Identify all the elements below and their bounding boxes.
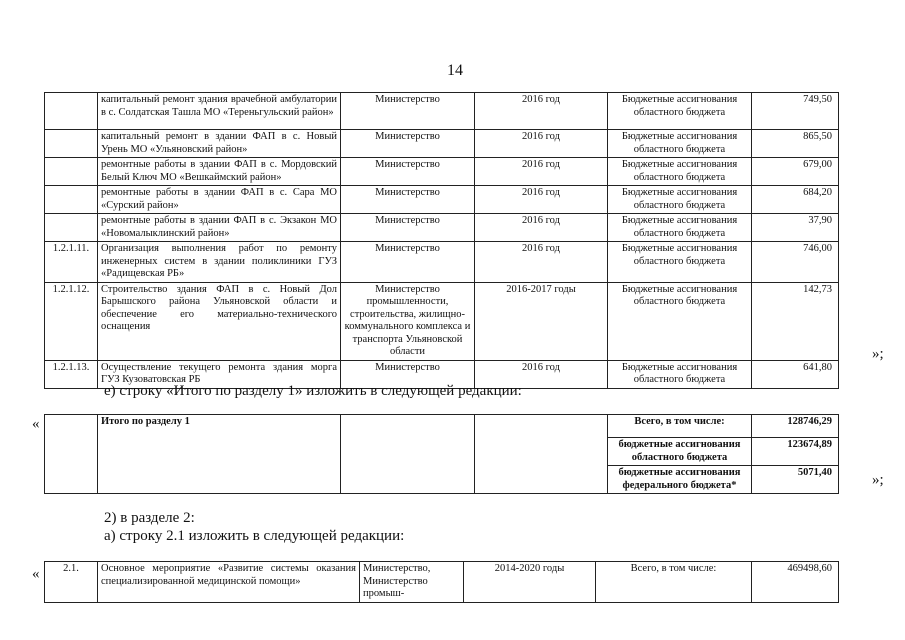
row-source: Всего, в том числе: — [596, 562, 752, 603]
row-source: Бюджетные ассигнования областного бюджета — [608, 186, 752, 214]
row-source: Бюджетные ассигнования областного бюджета — [608, 282, 752, 360]
row-source: Бюджетные ассигнования областного бюджета — [608, 214, 752, 242]
row-amount: 37,90 — [752, 214, 839, 242]
row-number: 1.2.1.11. — [45, 242, 98, 283]
row-executor: Министерство — [341, 242, 475, 283]
row-description: ремонтные работы в здании ФАП в с. Сара МО «Сурский район» — [98, 186, 341, 214]
page-number: 14 — [447, 62, 463, 79]
table-row — [45, 130, 839, 158]
row-amount: 746,00 — [752, 242, 839, 283]
table-row — [45, 242, 839, 283]
row-period: 2016 год — [475, 93, 608, 130]
row-executor: Министерство — [341, 214, 475, 242]
row-period: 2016-2017 годы — [475, 282, 608, 360]
row-amount: 679,00 — [752, 158, 839, 186]
federal-amount: 5071,40 — [752, 466, 839, 494]
row-executor: Министерство — [341, 186, 475, 214]
row-period: 2016 год — [475, 360, 608, 388]
row-period: 2014-2020 годы — [464, 562, 596, 603]
row-period: 2016 год — [475, 130, 608, 158]
opening-quote-3: « — [32, 566, 40, 582]
row-executor: Министерство — [341, 158, 475, 186]
row-amount: 142,73 — [752, 282, 839, 360]
paragraph-e: е) строку «Итого по разделу 1» изложить в следующей редакции: — [104, 383, 522, 399]
row-description: Основное мероприятие «Развитие системы оказания специализированной медицинской помощи» — [98, 562, 360, 603]
table-row — [45, 93, 839, 130]
row-description: Организация выполнения работ по ремонту инженерных систем в здании поликлиники ГУЗ «Радищевская РБ» — [98, 242, 341, 283]
total-amount: 128746,29 — [752, 415, 839, 438]
opening-quote: « — [32, 416, 40, 432]
row-source: Бюджетные ассигнования областного бюджета — [608, 158, 752, 186]
table-row — [45, 158, 839, 186]
row-period: 2016 год — [475, 242, 608, 283]
closing-quote: »; — [872, 346, 884, 362]
paragraph-a: а) строку 2.1 изложить в следующей редакции: — [104, 528, 405, 544]
row-source: Бюджетные ассигнования областного бюджета — [608, 360, 752, 388]
row-amount: 684,20 — [752, 186, 839, 214]
row-amount: 641,80 — [752, 360, 839, 388]
row-description: ремонтные работы в здании ФАП в с. Мордовский Белый Ключ МО «Вешкаймский район» — [98, 158, 341, 186]
row-period: 2016 год — [475, 214, 608, 242]
program-table — [44, 92, 839, 389]
total-table — [44, 414, 839, 494]
row-amount: 469498,60 — [752, 562, 839, 603]
row-number — [45, 214, 98, 242]
row-number — [45, 130, 98, 158]
row-period: 2016 год — [475, 186, 608, 214]
row-number: 2.1. — [45, 562, 98, 603]
row-number — [45, 93, 98, 130]
row-amount: 865,50 — [752, 130, 839, 158]
table-row — [45, 214, 839, 242]
closing-quote-2: »; — [872, 472, 884, 488]
table-row — [45, 186, 839, 214]
regional-source: бюджетные ассигнования областного бюджета — [608, 438, 752, 466]
row-source: Бюджетные ассигнования областного бюджета — [608, 242, 752, 283]
total-label: Итого по разделу 1 — [98, 415, 341, 494]
federal-source: бюджетные ассигнования федерального бюджета* — [608, 466, 752, 494]
row-number: 1.2.1.12. — [45, 282, 98, 360]
row-amount: 749,50 — [752, 93, 839, 130]
table-row — [45, 282, 839, 360]
row-executor: Министерство промышленности, строительства, жилищно-коммунального комплекса и транспорта Ульяновской области — [341, 282, 475, 360]
section2-table — [44, 561, 839, 603]
row-number — [45, 158, 98, 186]
regional-amount: 123674,89 — [752, 438, 839, 466]
row-executor: Министерство — [341, 93, 475, 130]
row-description: Строительство здания ФАП в с. Новый Дол Барышского района Ульяновской области и обеспечение его материально-технического оснащения — [98, 282, 341, 360]
row-period: 2016 год — [475, 158, 608, 186]
row-executor: Министерство — [341, 130, 475, 158]
row-number: 1.2.1.13. — [45, 360, 98, 388]
row-executor: Министерство — [341, 360, 475, 388]
total-source: Всего, в том числе: — [608, 415, 752, 438]
row-description: капитальный ремонт в здании ФАП в с. Новый Урень МО «Ульяновский район» — [98, 130, 341, 158]
row-executor: Министерство, Министерство промыш- — [360, 562, 464, 603]
row-description: капитальный ремонт здания врачебной амбулатории в с. Солдатская Ташла МО «Тереньгульский район» — [98, 93, 341, 130]
row-description: Осуществление текущего ремонта здания морга ГУЗ Кузоватовская РБ — [98, 360, 341, 388]
row-number — [45, 186, 98, 214]
paragraph-2: 2) в разделе 2: — [104, 510, 195, 526]
row-source: Бюджетные ассигнования областного бюджета — [608, 130, 752, 158]
row-source: Бюджетные ассигнования областного бюджета — [608, 93, 752, 130]
row-description: ремонтные работы в здании ФАП в с. Экзакон МО «Новомалыклинский район» — [98, 214, 341, 242]
